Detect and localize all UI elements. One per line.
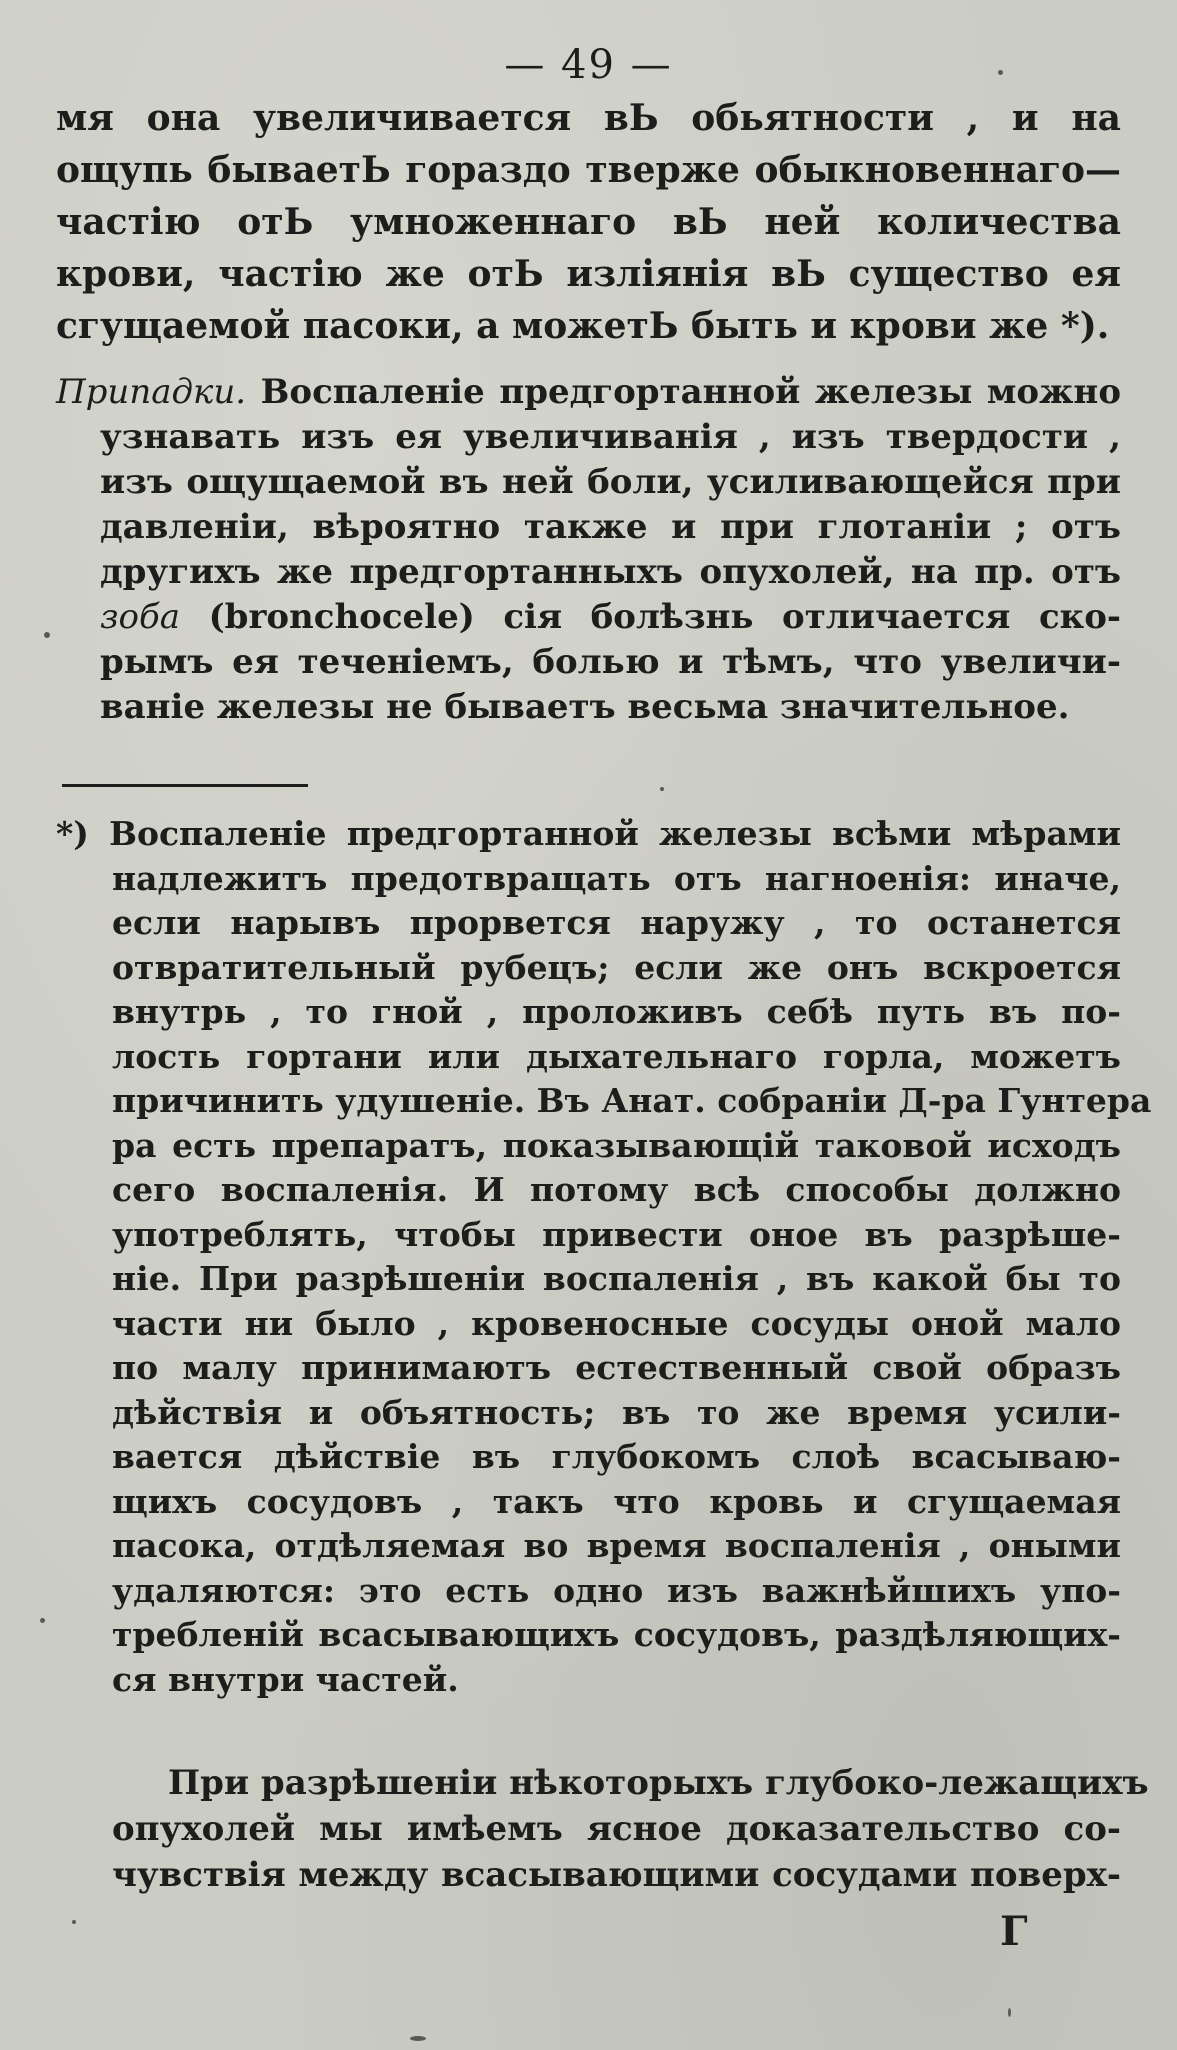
text-line: давленіи, вѣроятно также и при глотаніи ; отъ [100,507,1121,547]
text-line: употреблять, чтобы привести оное въ разрѣше- [112,1214,1121,1254]
symptoms-italic-line [56,595,1121,640]
text-line: опухолей мы имѣемъ ясное доказательство со- [112,1809,1121,1849]
footnote-divider [62,784,308,787]
text-line: мя она увеличивается вЬ обьятности , и на [56,97,1121,139]
text-line: внутрь , то гной , проложивъ себѣ путь въ по- [112,992,1121,1031]
body-paragraph [56,1760,1149,1898]
signature-mark: Г [1000,1908,1028,1955]
text-line: ваніе железы не бываетъ весьма значительное. [100,687,1070,727]
text-line: крови, частію же отЬ изліянія вЬ существо ея [56,253,1121,295]
text-line: сгущаемой пасоки, а можетЬ быть и крови же *). [56,305,1110,347]
paper-speck [1008,2008,1011,2017]
text-line: другихъ же предгортанныхъ опухолей, на пр. отъ [100,552,1121,592]
text-line: Воспаленіе предгортанной железы всѣми мѣрами [109,814,1121,853]
paper-speck [40,1618,45,1623]
symptoms-first-line [56,370,1121,415]
text-line: Воспаленіе предгортанной железы можно [260,372,1121,412]
text-line: При разрѣшеніи нѣкоторыхъ глубоко-лежащихъ [168,1763,1149,1803]
text-line: лость гортани или дыхательнаго горла, можетъ [112,1036,1121,1076]
paper-speck [72,1920,76,1924]
text-line: удаляются: это есть одно изъ важнѣйшихъ упо- [112,1570,1121,1610]
text-line: чувствія между всасывающими сосудами поверх- [112,1855,1121,1895]
text-line: части ни было , кровеносные сосуды оной мало [112,1303,1121,1343]
text-line: сего воспаленія. И потому всѣ способы должно [112,1170,1121,1209]
text-line: частію отЬ умноженнаго вЬ ней количества [56,201,1121,243]
footnote-marker: *) [56,814,89,853]
italic-term: зоба [100,597,181,637]
text-line: отвратительный рубецъ; если же онъ вскроется [112,947,1121,987]
text-line: ніе. При разрѣшеніи воспаленія , въ какой бы то [112,1259,1121,1298]
text-line: узнавать изъ ея увеличиванія , изъ твердости , [100,417,1121,457]
continuation-text [56,92,1121,352]
paper-speck [44,632,50,638]
text-line: ра есть препаратъ, показывающій таковой исходъ [112,1125,1121,1165]
paper-speck [660,787,664,791]
text-line: вается дѣйствіе въ глубокомъ слоѣ всасываю- [112,1437,1121,1476]
text-line: рымъ ея теченіемъ, болью и тѣмъ, что увеличи- [100,642,1121,682]
text-line: ся внутри частей. [112,1659,459,1699]
paper-speck [998,70,1003,75]
text-line: изъ ощущаемой въ ней боли, усиливающейся при [100,462,1121,502]
text-line: причинить удушеніе. Въ Анат. собраніи Д-ра Гунтера [112,1081,1152,1120]
symptoms-section [56,370,1121,730]
paper-speck [410,2036,426,2041]
page-number: — 49 — [504,42,673,88]
text-line: по малу принимаютъ естественный свой образъ [112,1348,1121,1387]
text-line: дѣйствія и объятность; въ то же время усили- [112,1392,1121,1432]
text-line: ощупь бываетЬ гораздо тверже обыкновеннаго— [56,149,1121,191]
text-line: (bronchocele) сія болѣзнь отличается ско- [208,597,1121,637]
symptoms-heading: Припадки. [56,372,247,412]
footnote-first-line [56,812,1121,857]
text-line: пасока, отдѣляемая во время воспаленія , оными [112,1526,1121,1565]
text-line: требленій всасывающихъ сосудовъ, раздѣляющих- [112,1615,1121,1654]
text-line: если нарывъ прорвется наружу , то останется [112,903,1121,942]
text-line: щихъ сосудовъ , такъ что кровь и сгущаемая [112,1481,1121,1521]
text-line: надлежитъ предотвращать отъ нагноенія: иначе, [112,858,1121,898]
footnote [56,812,1152,1702]
